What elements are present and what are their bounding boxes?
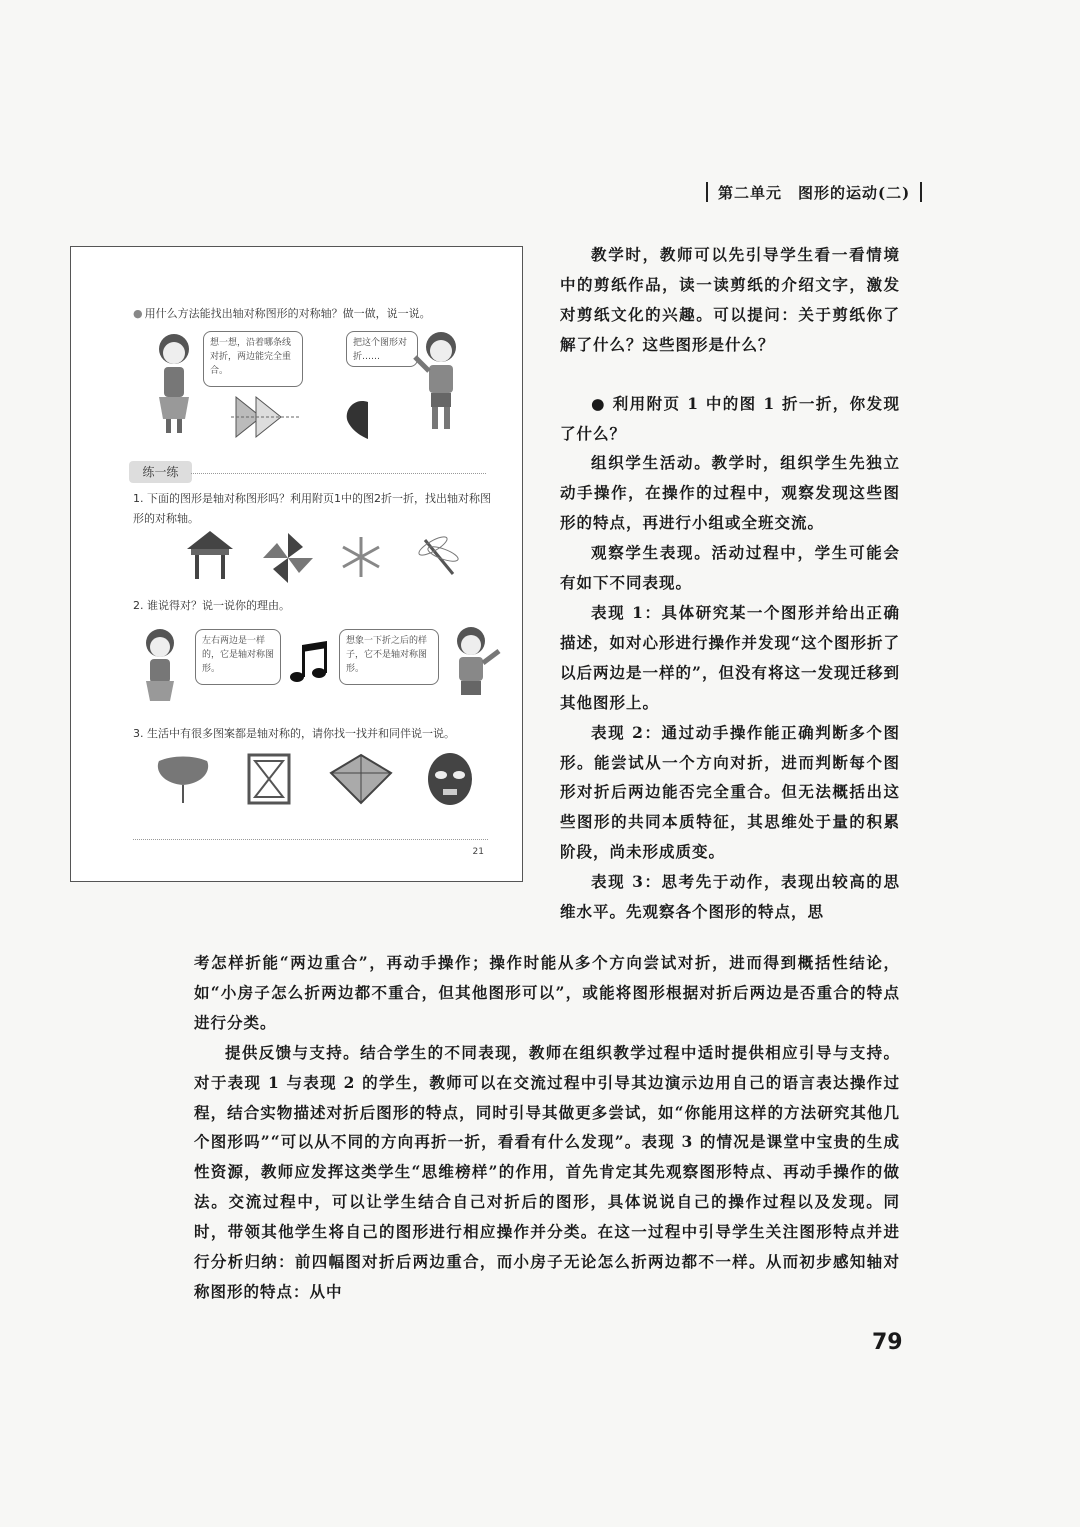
ginkgo-leaf-icon xyxy=(153,755,213,805)
practice-label: 练一练 xyxy=(129,461,192,483)
snowflake-icon xyxy=(339,535,384,580)
pinwheel-icon xyxy=(261,531,316,586)
opera-mask-icon xyxy=(425,751,475,807)
header-bar-left xyxy=(706,182,708,202)
boy-icon xyxy=(411,327,471,437)
folded-arrow-icon xyxy=(231,392,311,442)
paragraph-performance-1: 表现 1：具体研究某一个图形并给出正确描述，如对心形进行操作并发现“这个图形折了以后两边是一样的”，但没有将这一发现迁移到其他图形上。 xyxy=(560,602,900,712)
textbook-page-number: 21 xyxy=(472,847,484,857)
bottom-divider xyxy=(133,839,488,840)
paragraph-feedback: 提供反馈与支持。结合学生的不同表现，教师在组织教学过程中适时提供相应引导与支持。对于表现 1 与表现 2 的学生，教师可以在交流过程中引导其边演示边用自己的语言表达操作过程，结合实物描述对折后图形的特点，同时引导其做更多尝试，如“你能用这样的方法研究其他几个图形吗”“可以从不同的方向再折一折，看看有什么发现”。表现 3 的情况是课堂中宝贵的生成性资源，教师应发挥这类学生“思维榜样”的作用，首先肯定其先观察图形特点、再动手操作的做法。交流过程中，可以让学生结合自己对折后的图形，具体说说自己的操作过程以及发现。同时，带领其他学生将自己的图形进行相应操作并分类。在这一过程中引导学生关注图形特点并进行分析归纳：前四幅图对折后两边重合，而小房子无论怎么折两边都不一样。从而初步感知轴对称图形的特点：从中 xyxy=(194,1042,900,1301)
music-note-icon xyxy=(289,639,329,685)
girl-speech-bubble-1: 想一想，沿着哪条线对折，两边能完全重合。 xyxy=(203,331,303,387)
girl-icon-2 xyxy=(136,625,184,715)
section-divider xyxy=(191,473,486,474)
girl-icon xyxy=(149,329,199,439)
exercise-3: 3. 生活中有很多图案都是轴对称的，请你找一找并和同伴说一说。 xyxy=(133,727,455,740)
page-number: 79 xyxy=(872,1330,903,1355)
paragraph-organize: 组织学生活动。教学时，组织学生先独立动手操作，在操作的过程中，观察发现这些图形的特点，再进行小组或全班交流。 xyxy=(560,453,900,533)
activity-heading: ● 利用附页 1 中的图 1 折一折，你发现了什么？ xyxy=(560,393,900,443)
unit-header xyxy=(706,180,940,204)
kite-icon xyxy=(329,753,393,805)
textbook-page-image xyxy=(70,246,523,882)
right-column-text xyxy=(560,240,900,927)
full-width-text xyxy=(194,948,900,1307)
girl-speech-bubble-2: 左右两边是一样的，它是轴对称图形。 xyxy=(195,629,281,685)
exercise-2: 2. 谁说得对？说一说你的理由。 xyxy=(133,599,290,612)
header-bar-right xyxy=(920,182,922,202)
paragraph-performance-2: 表现 2：通过动手操作能正确判断多个图形。能尝试从一个方向对折，进而判断每个图形对折后两边能否完全重合。但无法概括出这些图形的共同本质特征，其思维处于量的积累阶段，尚未形成质变。 xyxy=(560,722,900,862)
main-question: ● 用什么方法能找出轴对称图形的对称轴？做一做，说一说。 xyxy=(133,307,431,320)
paragraph-observe: 观察学生表现。活动过程中，学生可能会有如下不同表现。 xyxy=(560,543,900,593)
boy-speech-bubble-2: 想象一下折之后的样子，它不是轴对称图形。 xyxy=(339,629,439,685)
hourglass-pattern-icon xyxy=(247,753,291,805)
paragraph-performance-3: 表现 3：思考先于动作，表现出较高的思维水平。先观察各个图形的特点，思 xyxy=(560,872,900,922)
dragonfly-icon xyxy=(413,532,468,582)
exercise-1: 1. 下面的图形是轴对称图形吗？利用附页1中的图2折一折，找出轴对称图形的对称轴。 xyxy=(133,492,491,525)
pavilion-icon xyxy=(183,529,238,584)
bullet-icon: ● xyxy=(133,307,143,320)
half-heart-icon xyxy=(343,397,373,442)
boy-icon-2 xyxy=(443,623,503,703)
boy-speech-bubble-1: 把这个图形对折…… xyxy=(346,331,418,367)
paragraph-intro: 教学时，教师可以先引导学生看一看情境中的剪纸作品，读一读剪纸的介绍文字，激发对剪纸文化的兴趣。可以提问：关于剪纸你了解了什么？这些图形是什么？ xyxy=(560,245,900,354)
paragraph-continued: 考怎样折能“两边重合”，再动手操作；操作时能从多个方向尝试对折，进而得到概括性结论，如“小房子怎么折两边都不重合，但其他图形可以”，或能将图形根据对折后两边是否重合的特点进行分类。 xyxy=(194,953,900,1032)
header-title: 第二单元 图形的运动(二) xyxy=(718,183,911,202)
